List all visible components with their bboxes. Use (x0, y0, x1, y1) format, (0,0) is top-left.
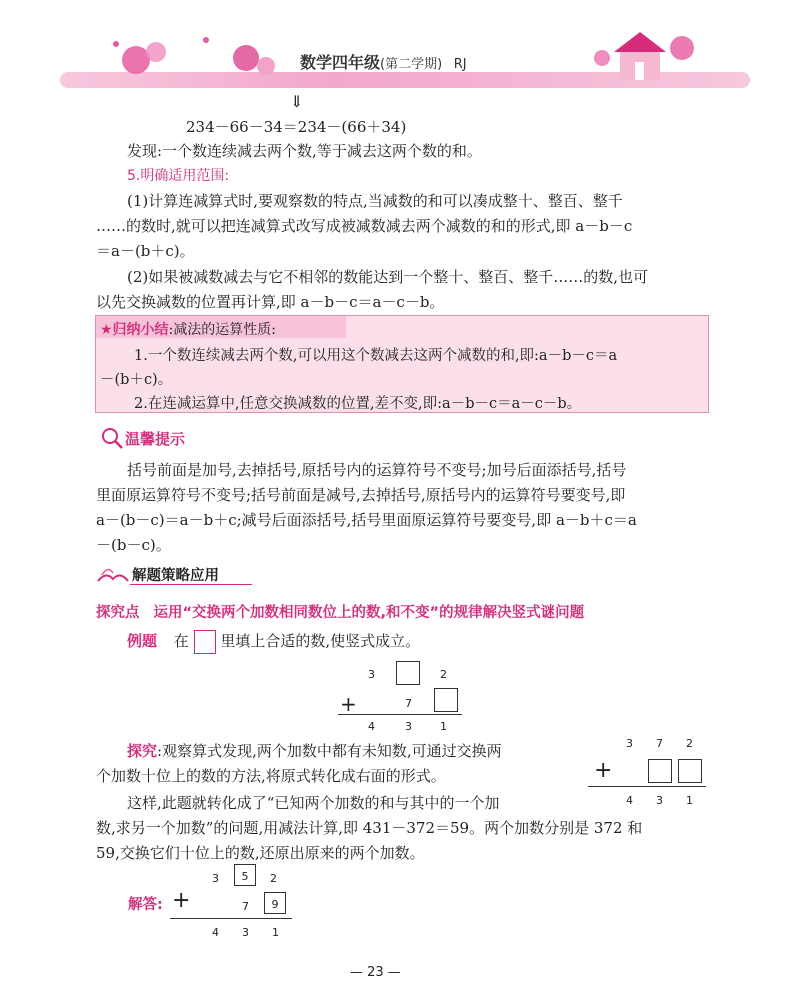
tips-line3: a－(b－c)＝a－b＋c;减号后面添括号,括号里面原运算符号要变号,即 a－b＋c＝a (96, 511, 637, 529)
strategy-underline (130, 584, 252, 585)
paragraph2-line1: (2)如果被减数减去与它不相邻的数能达到一个整十、整百、整千……的数,也可 (127, 268, 649, 286)
v1-hundreds: 3 (368, 668, 375, 681)
v1-blank-ones-box[interactable] (434, 688, 458, 712)
equation: 234－66－34＝234－(66＋34) (186, 118, 407, 136)
summary-item2: 2.在连减运算中,任意交换减数的位置,差不变,即:a－b－c＝a－c－b。 (134, 396, 582, 412)
v1-sum-line (338, 714, 462, 715)
ans-hundreds: 3 (212, 872, 219, 885)
page-number: — 23 — (350, 965, 401, 980)
ans-result-hundreds: 4 (212, 926, 219, 939)
ans-result-tens: 3 (242, 926, 249, 939)
tips-line2: 里面原运算符号不变号;括号前面是减号,去掉括号,原括号内的运算符号要变号,即 (96, 486, 626, 504)
summary-title: ★归纳小结 (100, 322, 169, 338)
v1-ones: 2 (440, 668, 447, 681)
header-flower-decoration-icon (96, 30, 286, 90)
v2-blank-tens-box[interactable] (648, 759, 672, 783)
explore-point-text: 运用“交换两个加数相同数位上的数,和不变”的规律解决竖式谜问题 (153, 605, 585, 621)
paragraph1-line1: (1)计算连减算式时,要观察数的特点,当减数的和可以凑成整十、整百、整千 (127, 192, 623, 210)
ans-second-ones: 9 (271, 898, 279, 911)
v1-second-tens: 7 (405, 697, 412, 710)
v1-blank-tens-box[interactable] (396, 661, 420, 685)
ans-ones: 2 (270, 872, 277, 885)
explore-point-label: 探究点 (96, 605, 140, 621)
ans-sum-line (170, 918, 292, 919)
example-label: 例题 (127, 632, 158, 650)
ans-second-tens: 7 (242, 900, 249, 913)
ans-tens: 5 (241, 870, 249, 883)
magnifier-icon (100, 426, 124, 450)
section5-title: 5.明确适用范围: (127, 168, 230, 184)
v2-ones: 2 (686, 737, 693, 750)
v2-hundreds: 3 (626, 737, 633, 750)
paragraph1-line2: ……的数时,就可以把连减算式改写成被减数减去两个减数的和的形式,即 a－b－c (96, 217, 633, 235)
v2-plus: + (594, 758, 613, 783)
explore-line1 (127, 740, 502, 761)
header-house-decoration-icon (590, 18, 710, 90)
strategy-title: 解题策略应用 (132, 567, 219, 584)
tips-line1: 括号前面是加号,去掉括号,原括号内的运算符号不变号;加号后面添括号,括号 (127, 461, 627, 479)
example-pre: 在 (173, 632, 189, 650)
explore-line3: 这样,此题就转化成了“已知两个加数的和与其中的一个加 (127, 794, 500, 812)
v2-sum-line (588, 786, 706, 787)
example-post: 里填上合适的数,使竖式成立。 (220, 632, 421, 650)
v1-result-tens: 3 (405, 720, 412, 733)
v1-result-hundreds: 4 (368, 720, 375, 733)
explore-line4: 数,求另一个加数”的问题,用减法计算,即 431－372＝59。两个加数分别是 372 和 (96, 819, 643, 837)
down-arrow: ⇓ (290, 92, 304, 111)
ans-plus: + (172, 888, 191, 913)
answer-label: 解答: (128, 897, 163, 913)
summary-heading (100, 319, 276, 339)
ans-tens-box (234, 864, 256, 886)
header-title: 数学四年级(第二学期) RJ (300, 53, 467, 72)
v2-blank-ones-box[interactable] (678, 759, 702, 783)
explore-line5: 59,交换它们十位上的数,还原出原来的两个加数。 (96, 844, 425, 862)
v1-result-ones: 1 (440, 720, 447, 733)
book-icon (96, 563, 130, 585)
v2-result-ones: 1 (686, 794, 693, 807)
summary-item1-line1: 1.一个数连续减去两个数,可以用这个数减去这两个减数的和,即:a－b－c＝a (134, 348, 618, 364)
v2-result-hundreds: 4 (626, 794, 633, 807)
v2-tens: 7 (656, 737, 663, 750)
tips-title: 温馨提示 (125, 430, 186, 448)
explore-label: 探究 (127, 742, 158, 760)
tips-line4: －(b－c)。 (96, 536, 171, 554)
explore-point (96, 601, 584, 622)
v2-result-tens: 3 (656, 794, 663, 807)
blank-box-sample (194, 630, 216, 654)
v1-plus: + (340, 692, 357, 716)
explore-line1-text: :观察算式发现,两个加数中都有未知数,可通过交换两 (157, 742, 502, 760)
ans-ones-box (264, 892, 286, 914)
example-line (127, 630, 420, 654)
ans-result-ones: 1 (272, 926, 279, 939)
paragraph1-line3: ＝a－(b＋c)。 (96, 242, 195, 260)
summary-item1-line2: －(b＋c)。 (100, 372, 173, 388)
explore-line2: 个加数十位上的数的方法,将原式转化成右面的形式。 (96, 767, 446, 785)
paragraph2-line2: 以先交换减数的位置再计算,即 a－b－c＝a－c－b。 (96, 293, 445, 311)
discovery-text: 发现:一个数连续减去两个数,等于减去这两个数的和。 (127, 142, 482, 160)
summary-title-rest: :减法的运算性质: (168, 322, 276, 338)
